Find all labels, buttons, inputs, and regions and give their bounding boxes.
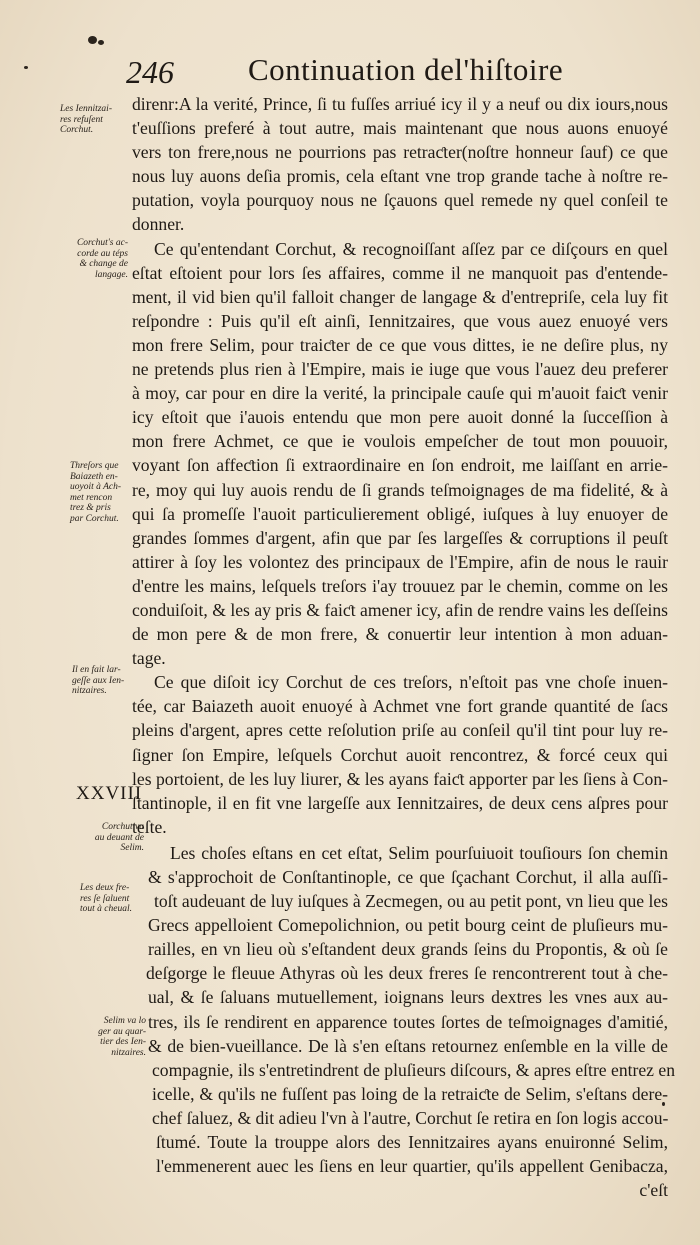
text-line: pleins d'argent, apres cette reſolution priſe au conſeil qu'il tint pour luy re- — [132, 720, 668, 741]
text-line: de mon pere & de mon frere, & conuertir leur intention à mon aduan- — [132, 624, 668, 645]
text-line: t'euſſions preferé à tout autre, mais maintenant que nous auons enuoyé — [132, 118, 668, 139]
running-title: Continuation del'hiſtoire — [248, 52, 564, 87]
text-line: ſigner ſon Empire, leſquels Corchut auoit rencontrez, & forcé ceux qui — [132, 744, 668, 765]
margin-note: Corchut's ac- corde au téps & change de langage. — [76, 238, 128, 280]
text-line: conduiſoit, & les ay pris & faiƈt amener icy, afin de rendre vains les deſſeins — [132, 599, 668, 620]
text-line: à moy, car pour en dire la verité, la principale cauſe qui m'auoit faiƈt venir — [132, 383, 668, 404]
text-line: teſte. — [132, 816, 167, 837]
text-line: & de bien-vueillance. De là s'en eſtans retournez enſemble en la ville de — [148, 1035, 668, 1056]
margin-note: Les Iennitzai- res refuſent Corchut. — [60, 104, 112, 135]
chapter-numeral: XXVIII — [76, 783, 143, 804]
ink-blot — [88, 36, 97, 44]
text-line: d'entre les mains, leſquels treſors i'ay trouuez par le chemin, comme on les — [132, 575, 668, 596]
text-line: direnr:A la verité, Prince, ſi tu fuſſes arriué icy il y a neuf ou dix iours,nous — [132, 94, 668, 114]
text-line: tée, car Baiazeth auoit enuoyé à Achmet vne fort grande quantité de ſacs — [132, 696, 668, 717]
text-line: icelle, & qu'ils ne fuſſent pas loing de la retraiƈte de Selim, s'eſtans dere- — [152, 1083, 668, 1104]
text-line: toſt audeuant de luy iuſques à Zecmegen, ou au petit pont, vn lieu que les — [154, 891, 668, 912]
text-line: ne pretends plus rien à l'Empire, mais ie iuge que vous l'auez deu preferer — [132, 359, 668, 380]
text-line: deſgorge le fleuue Athyras où les deux freres ſe rencontrerent tout à che- — [146, 963, 668, 984]
text-line: Ce qu'entendant Corchut, & recognoiſſant aſſez par ce diſçours en quel — [154, 238, 668, 259]
text-line: tres, ils ſe rendirent en apparence toutes ſortes de teſmoignages d'amitié, — [148, 1011, 668, 1032]
body-text — [132, 92, 675, 1202]
margin-note: Les deux fre- res ſe ſaluent tout à cheual. — [80, 883, 132, 914]
margin-note: Selim va lo ger au quar- tier des Ien- nitzaires. — [98, 1016, 146, 1058]
text-line: eſtat eſtoient pour lors ſes affaires, comme il ne manquoit pas d'entende- — [132, 262, 668, 283]
text-line: attirer à ſoy les volontez des principaux de l'Empire, afin de nous le rauir — [132, 551, 668, 572]
text-line: ſtumé. Toute la trouppe alors des Iennitzaires ayans enuironné Selim, — [156, 1132, 668, 1153]
ink-blot — [24, 66, 28, 69]
text-line: Ce que diſoit icy Corchut de ces treſors, n'eſtoit pas vne choſe inuen- — [154, 672, 668, 693]
text-line: l'emmenerent auec les ſiens en leur quartier, qu'ils appellent Genibacza, — [156, 1156, 668, 1177]
margin-note: Il en fait lar- geſſe aux Ien- nitzaires. — [72, 665, 125, 696]
text-line: & s'approchoit de Conſtantinople, ce que ſçachant Corchut, il alla auſſi- — [148, 867, 668, 887]
text-line: ment, il vid bien qu'il falloit changer de langage & d'entrepriſe, cela luy fit — [132, 286, 668, 307]
page-header — [126, 50, 671, 94]
page-number: 246 — [126, 54, 174, 90]
text-line: re, moy qui luy auois rendu de ſi grands teſmoignages de ma fidelité, & à — [132, 479, 668, 500]
text-line: les portoient, de les luy liurer, & les ayans faiƈt apporter par les ſiens à Con- — [132, 768, 668, 789]
text-line: nous luy auons deſia promis, cela eſtant vne trop grande tache à noſtre re- — [132, 166, 668, 187]
text-line: mon frere Selim, pour traiƈter de ce que vous dittes, ie ne deſire plus, ny — [132, 334, 668, 355]
text-line: ſtantinople, il en fit vne largeſſe aux Iennitzaires, de deux cens aſpres pour — [132, 792, 668, 813]
text-line: ual, & ſe ſaluans mutuellement, ioignans leurs dextres les vnes aux au- — [148, 987, 668, 1008]
text-line: donner. — [132, 214, 185, 235]
text-line: Les choſes eſtans en cet eſtat, Selim pourſuiuoit touſiours ſon chemin — [170, 842, 668, 863]
text-line: mon frere Achmet, ce que ie voulois empeſcher de tout mon pouuoir, — [132, 431, 668, 452]
text-line: vers ton frere,nous ne pourrions pas retraƈter(noſtre honneur ſauf) ce que — [132, 142, 668, 163]
margin-note: Corchut va au deuant de Selim. — [94, 822, 144, 853]
catchword: c'eſt — [639, 1180, 668, 1201]
text-line: putation, voyla pourquoy nous ne ſçauons quel remede ny quel conſeil te — [132, 190, 668, 211]
text-line: compagnie, ils s'entretindrent de pluſieurs diſcours, & apres eſtre entrez en — [152, 1059, 675, 1080]
text-line: reſpondre : Puis qu'il eſt ainſi, Iennitzaires, que vous auez enuoyé vers — [132, 310, 668, 331]
text-line: qui ſa promeſſe l'auoit particulierement obligé, iuſques à luy enuoyer de — [132, 503, 668, 524]
text-line: tage. — [132, 648, 166, 669]
text-line: chef ſaluez, & dit adieu l'vn à l'autre, Corchut ſe retira en ſon logis accou- — [152, 1107, 669, 1128]
text-line: grandes ſommes d'argent, afin que par ſes largeſſes & corruptions il peuſt — [132, 527, 668, 548]
ink-blot — [98, 40, 104, 45]
text-line: icy eſtoit que i'auois entendu que mon pere auoit donné la ſucceſſion à — [132, 407, 668, 428]
text-line: railles, en vn lieu où s'eſtandent deux grands ſeins du Propontis, & où ſe — [148, 939, 668, 960]
margin-note: Threſors que Baiazeth en- uoyoit à Ach- met rencon trez & pris par Corchut. — [70, 461, 122, 524]
text-line: Grecs appelloient Comepolichnion, ou petit bourg ceint de pluſieurs mu- — [148, 915, 668, 936]
text-line: voyant ſon affeƈtion ſi extraordinaire en ſon endroit, me laiſſant en arrie- — [132, 455, 668, 476]
